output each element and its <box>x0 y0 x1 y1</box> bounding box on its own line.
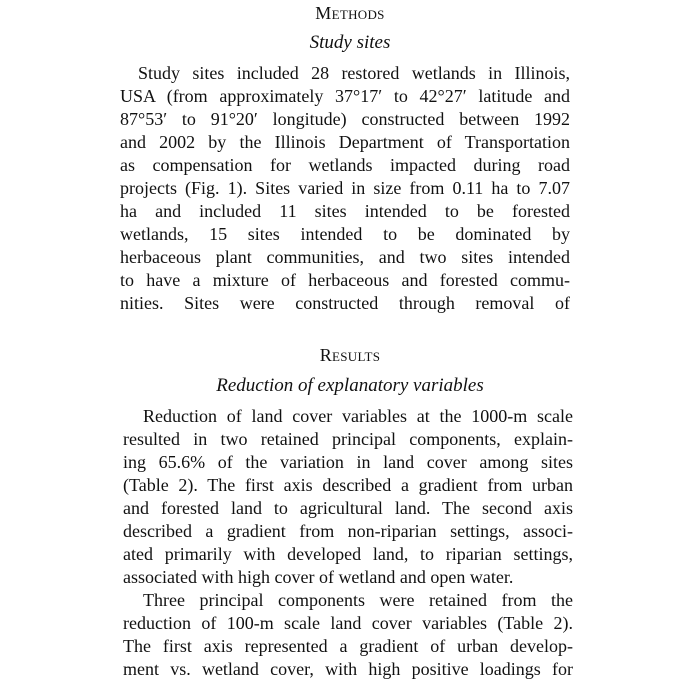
paragraph-line: to have a mixture of herbaceous and forested commu- <box>120 270 570 290</box>
paragraph-line: ment vs. wetland cover, with high positive loadings for <box>123 659 573 679</box>
paragraph-line: USA (from approximately 37°17′ to 42°27′ latitude and <box>120 86 570 106</box>
results-heading: Results <box>319 345 381 365</box>
paragraph-line: nities. Sites were constructed through removal of <box>120 293 570 313</box>
paragraph-line: Three principal components were retained from the <box>143 590 573 610</box>
paragraph-line: herbaceous plant communities, and two sites intended <box>120 247 570 267</box>
paragraph-line: Reduction of land cover variables at the 1000-m scale <box>143 406 573 426</box>
methods-paragraph <box>120 62 570 315</box>
paragraph-line: ha and included 11 sites intended to be forested <box>120 201 570 221</box>
methods-heading: Methods <box>315 3 385 23</box>
results-subheading: Reduction of explanatory variables <box>216 375 484 396</box>
paragraph-line: described a gradient from non-riparian settings, associ- <box>123 521 573 541</box>
paragraph-line: The first axis represented a gradient of urban develop- <box>123 636 573 656</box>
paragraph-line: associated with high cover of wetland and open water. <box>123 567 514 587</box>
paragraph-line: wetlands, 15 sites intended to be dominated by <box>120 224 570 244</box>
results-paragraph-1 <box>123 405 573 589</box>
paragraph-line: 87°53′ to 91°20′ longitude) constructed between 1992 <box>120 109 570 129</box>
paragraph-line: Study sites included 28 restored wetlands in Illinois, <box>138 63 570 83</box>
paragraph-line: reduction of 100-m scale land cover variables (Table 2). <box>123 613 573 633</box>
paragraph-line: and 2002 by the Illinois Department of Transportation <box>120 132 570 152</box>
paragraph-line: as compensation for wetlands impacted during road <box>120 155 570 175</box>
results-paragraph-2 <box>123 589 573 681</box>
paragraph-line: ing 65.6% of the variation in land cover among sites <box>123 452 573 472</box>
paragraph-line: ated primarily with developed land, to riparian settings, <box>123 544 573 564</box>
paragraph-line: projects (Fig. 1). Sites varied in size from 0.11 ha to 7.07 <box>120 178 570 198</box>
paragraph-line: resulted in two retained principal components, explain- <box>123 429 573 449</box>
paragraph-line: (Table 2). The first axis described a gradient from urban <box>123 475 573 495</box>
paragraph-line: and forested land to agricultural land. The second axis <box>123 498 573 518</box>
methods-subheading: Study sites <box>309 32 391 53</box>
